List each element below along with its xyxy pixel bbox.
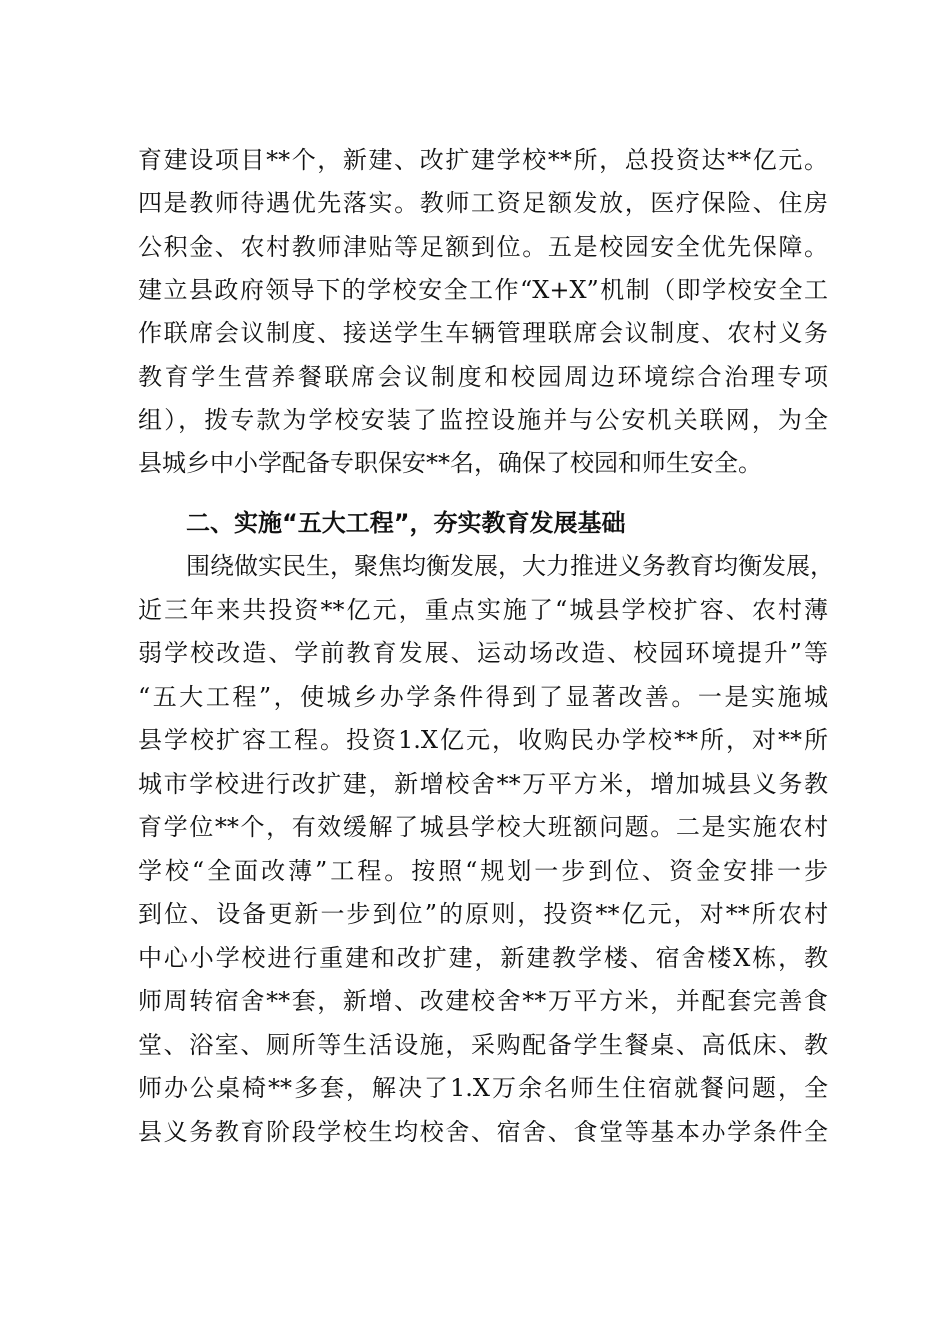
paragraph-line: 四是教师待遇优先落实。教师工资足额发放，医疗保险、住房 <box>138 189 828 217</box>
paragraph-line: 育学位**个，有效缓解了城县学校大班额问题。二是实施农村 <box>138 813 828 841</box>
paragraph-line: 弱学校改造、学前教育发展、运动场改造、校园环境提升”等 <box>138 639 828 667</box>
paragraph-line: 县城乡中小学配备专职保安**名，确保了校园和师生安全。 <box>138 449 762 477</box>
paragraph-line: “五大工程”，使城乡办学条件得到了显著改善。一是实施城 <box>138 683 828 711</box>
paragraph-line: 围绕做实民生，聚焦均衡发展，大力推进义务教育均衡发展， <box>186 552 834 580</box>
paragraph-line: 中心小学校进行重建和改扩建，新建教学楼、宿舍楼X栋，教 <box>138 944 828 972</box>
paragraph-line: 育建设项目**个，新建、改扩建学校**所，总投资达**亿元。 <box>138 146 828 174</box>
paragraph-line: 公积金、农村教师津贴等足额到位。五是校园安全优先保障。 <box>138 233 828 261</box>
paragraph-line: 组），拨专款为学校安装了监控设施并与公安机关联网，为全 <box>138 406 828 434</box>
paragraph-line: 堂、浴室、厕所等生活设施，采购配备学生餐桌、高低床、教 <box>138 1031 828 1059</box>
paragraph-line: 建立县政府领导下的学校安全工作“X+X”机制（即学校安全工 <box>138 276 828 304</box>
paragraph-line: 师周转宿舍**套，新增、改建校舍**万平方米，并配套完善食 <box>138 987 828 1015</box>
paragraph-line: 到位、设备更新一步到位”的原则，投资**亿元，对**所农村 <box>138 900 828 928</box>
paragraph-line: 教育学生营养餐联席会议制度和校园周边环境综合治理专项 <box>138 363 828 391</box>
paragraph-line: 县学校扩容工程。投资1.X亿元，收购民办学校**所，对**所 <box>138 726 828 754</box>
paragraph-line: 作联席会议制度、接送学生车辆管理联席会议制度、农村义务 <box>138 319 828 347</box>
paragraph-line: 城市学校进行改扩建，新增校舍**万平方米，增加城县义务教 <box>138 770 828 798</box>
paragraph-line: 近三年来共投资**亿元，重点实施了“城县学校扩容、农村薄 <box>138 596 828 624</box>
paragraph-line: 县义务教育阶段学校生均校舍、宿舍、食堂等基本办学条件全 <box>138 1118 828 1146</box>
paragraph-line: 师办公桌椅**多套，解决了1.X万余名师生住宿就餐问题，全 <box>138 1074 828 1102</box>
paragraph-line: 学校“全面改薄”工程。按照“规划一步到位、资金安排一步 <box>138 857 828 885</box>
section-heading: 二、实施“五大工程”，夯实教育发展基础 <box>186 509 626 537</box>
